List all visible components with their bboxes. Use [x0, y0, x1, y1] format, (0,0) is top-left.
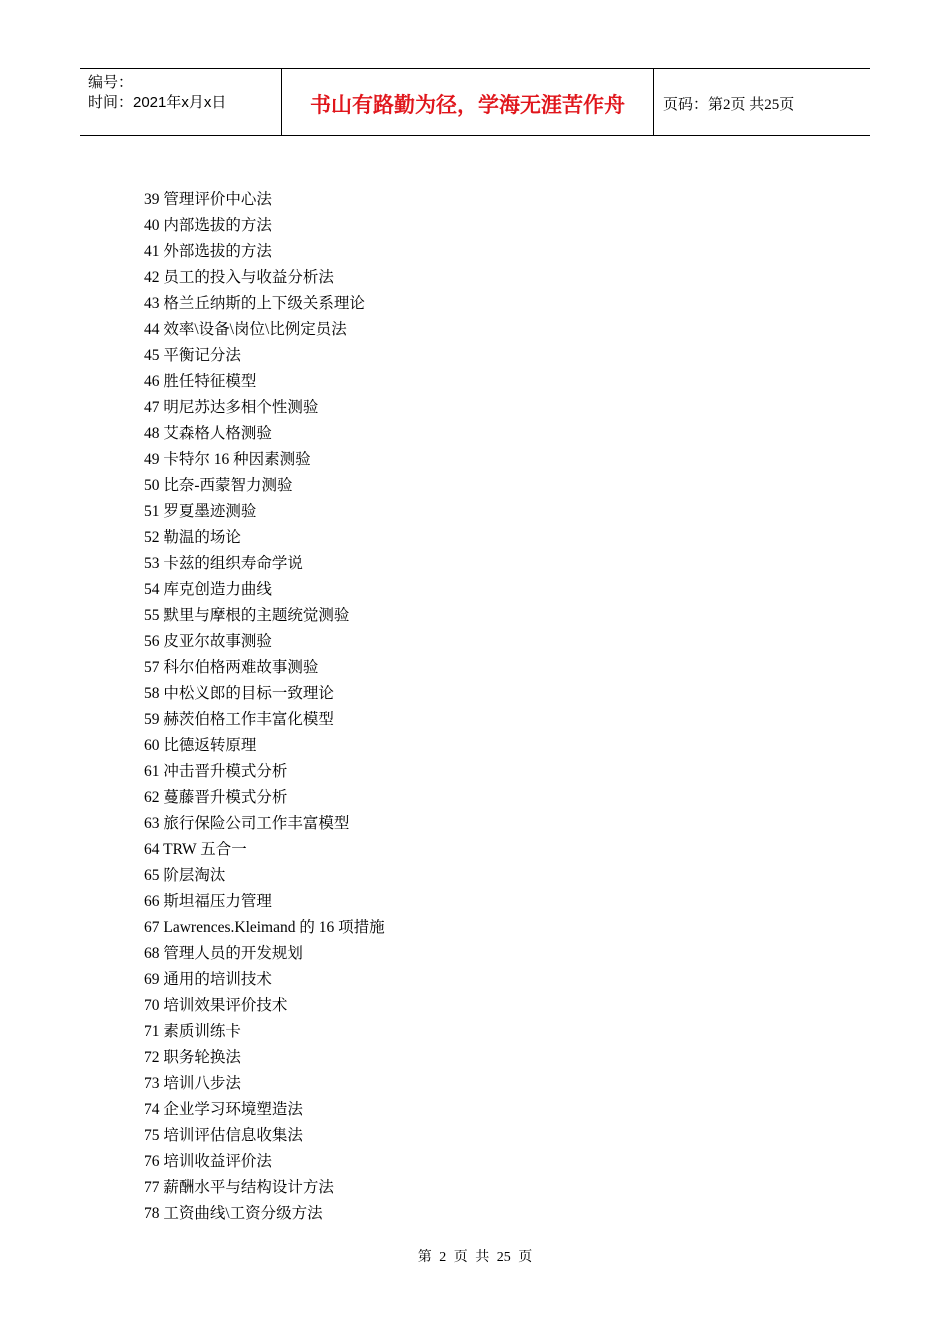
list-item: 75 培训评估信息收集法: [144, 1127, 303, 1144]
list-item: 73 培训八步法: [144, 1075, 241, 1092]
list-item: 39 管理评价中心法: [144, 191, 272, 208]
list-item: 66 斯坦福压力管理: [144, 893, 272, 910]
list-item: 40 内部选拔的方法: [144, 217, 272, 234]
list-item: 48 艾森格人格测验: [144, 425, 272, 442]
list-item: 53 卡兹的组织寿命学说: [144, 555, 303, 572]
list-item: 71 素质训练卡: [144, 1023, 241, 1040]
list-item: 52 勒温的场论: [144, 529, 241, 546]
header-number-label: 编号：: [88, 74, 134, 91]
list-item: 56 皮亚尔故事测验: [144, 633, 272, 650]
list-item: 49 卡特尔 16 种因素测验: [144, 451, 311, 468]
list-item: 46 胜任特征模型: [144, 373, 257, 390]
list-item: 47 明尼苏达多相个性测验: [144, 399, 319, 416]
page-footer: 第 2 页 共 25 页: [417, 1250, 533, 1265]
list-item: 64 TRW 五合一: [144, 841, 247, 858]
header-motto: 书山有路勤为径，学海无涯苦作舟: [282, 69, 654, 135]
list-item: 76 培训收益评价法: [144, 1153, 272, 1170]
list-item: 57 科尔伯格两难故事测验: [144, 659, 319, 676]
header-time-label: 时间：2021年x月x日: [88, 94, 227, 111]
list-item: 41 外部选拔的方法: [144, 243, 272, 260]
header-meta: [80, 69, 282, 135]
list-item: 45 平衡记分法: [144, 347, 241, 364]
list-item: 60 比德返转原理: [144, 737, 257, 754]
list-item: 54 库克创造力曲线: [144, 581, 272, 598]
list-item: 74 企业学习环境塑造法: [144, 1101, 303, 1118]
list-item: 61 冲击晋升模式分析: [144, 763, 288, 780]
list-item: 58 中松义郎的目标一致理论: [144, 685, 334, 702]
list-item: 68 管理人员的开发规划: [144, 945, 303, 962]
list-item: 51 罗夏墨迹测验: [144, 503, 257, 520]
list-item: 43 格兰丘纳斯的上下级关系理论: [144, 295, 365, 312]
list-item: 78 工资曲线\工资分级方法: [144, 1205, 323, 1222]
list-item: 55 默里与摩根的主题统觉测验: [144, 607, 350, 624]
method-list: [144, 187, 385, 1227]
list-item: 42 员工的投入与收益分析法: [144, 269, 334, 286]
list-item: 50 比奈-西蒙智力测验: [144, 477, 293, 494]
list-item: 62 蔓藤晋升模式分析: [144, 789, 288, 806]
list-item: 63 旅行保险公司工作丰富模型: [144, 815, 350, 832]
list-item: 69 通用的培训技术: [144, 971, 272, 988]
list-item: 77 薪酬水平与结构设计方法: [144, 1179, 334, 1196]
list-item: 59 赫茨伯格工作丰富化模型: [144, 711, 334, 728]
list-item: 70 培训效果评价技术: [144, 997, 288, 1014]
list-item: 44 效率\设备\岗位\比例定员法: [144, 321, 347, 338]
page-header: [80, 68, 870, 136]
list-item: 72 职务轮换法: [144, 1049, 241, 1066]
list-item: 67 Lawrences.Kleimand 的 16 项措施: [144, 919, 385, 936]
list-item: 65 阶层淘汰: [144, 867, 226, 884]
header-page-label: 页码：第2页 共25页: [663, 96, 795, 113]
